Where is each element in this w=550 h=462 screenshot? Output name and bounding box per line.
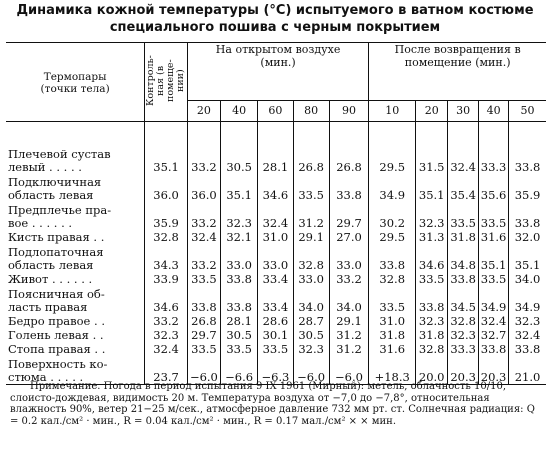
- cell-open-air: 30.5: [220, 328, 257, 342]
- temperature-table: [6, 42, 546, 385]
- table-row: [6, 202, 546, 230]
- table-body: [6, 122, 546, 385]
- cell-after-return: 32.3: [509, 314, 546, 328]
- cell-open-air: 33.5: [220, 342, 257, 356]
- table-row: [6, 230, 546, 244]
- cell-after-return: 31.8: [416, 328, 448, 342]
- cell-after-return: 34.0: [509, 272, 546, 286]
- cell-control: 34.6: [145, 286, 188, 314]
- cell-open-air: 31.2: [329, 328, 368, 342]
- cell-after-return: 32.3: [448, 328, 479, 342]
- cell-after-return: 34.9: [479, 286, 509, 314]
- cell-open-air: 27.0: [329, 230, 368, 244]
- cell-after-return: 20.0: [416, 356, 448, 385]
- cell-control: 36.0: [145, 174, 188, 202]
- cell-open-air: 36.0: [187, 174, 220, 202]
- cell-open-air: 30.1: [258, 328, 293, 342]
- minute-cell: 40: [479, 100, 509, 121]
- cell-open-air: 34.6: [258, 174, 293, 202]
- cell-open-air: 30.5: [293, 328, 329, 342]
- cell-open-air: 33.5: [187, 272, 220, 286]
- cell-open-air: 33.2: [187, 244, 220, 272]
- cell-open-air: 31.2: [293, 202, 329, 230]
- cell-open-air: 33.0: [220, 244, 257, 272]
- cell-open-air: 32.4: [187, 230, 220, 244]
- cell-after-return: 31.8: [448, 230, 479, 244]
- row-label: Бедро правое . .: [8, 314, 105, 328]
- cell-after-return: 32.3: [416, 202, 448, 230]
- cell-after-return: 30.2: [369, 202, 416, 230]
- row-label: Подключичная область левая: [8, 175, 102, 202]
- table-title: Динамика кожной температуры (°С) испытуемого в ватном костюме специального пошива с черным покрытием: [16, 3, 534, 35]
- cell-open-air: 33.8: [220, 272, 257, 286]
- cell-after-return: 35.9: [509, 174, 546, 202]
- row-label: Поясничная об- ласть правая: [8, 287, 105, 314]
- cell-open-air: 29.7: [329, 202, 368, 230]
- cell-after-return: 32.3: [416, 314, 448, 328]
- cell-after-return: 31.0: [369, 314, 416, 328]
- table-row: [6, 342, 546, 356]
- cell-after-return: 20.3: [448, 356, 479, 385]
- minute-cell: 20: [416, 100, 448, 121]
- cell-open-air: 34.0: [329, 286, 368, 314]
- cell-after-return: 20.3: [479, 356, 509, 385]
- cell-after-return: 31.8: [369, 328, 416, 342]
- cell-after-return: 32.4: [509, 328, 546, 342]
- cell-open-air: −6.6: [220, 356, 257, 385]
- cell-open-air: 33.2: [187, 202, 220, 230]
- cell-open-air: 32.3: [220, 202, 257, 230]
- cell-after-return: 32.0: [509, 230, 546, 244]
- cell-after-return: 33.8: [509, 202, 546, 230]
- table-row: [6, 272, 546, 286]
- row-label: Подлопаточная область левая: [8, 245, 104, 272]
- col-group-after-return: После возвращения в помещение (мин.): [369, 43, 546, 101]
- cell-after-return: 34.9: [509, 286, 546, 314]
- cell-open-air: 29.7: [187, 328, 220, 342]
- table-row: [6, 122, 546, 175]
- cell-after-return: 29.5: [369, 122, 416, 175]
- cell-open-air: −6.0: [187, 356, 220, 385]
- cell-after-return: 31.6: [369, 342, 416, 356]
- row-label: Живот . . . . . .: [8, 272, 93, 286]
- minute-cell: 80: [293, 100, 329, 121]
- cell-open-air: 32.3: [293, 342, 329, 356]
- minute-cell: 10: [369, 100, 416, 121]
- cell-after-return: 32.8: [448, 314, 479, 328]
- cell-open-air: 33.0: [293, 272, 329, 286]
- cell-open-air: −6.0: [329, 356, 368, 385]
- cell-open-air: 28.6: [258, 314, 293, 328]
- cell-open-air: 32.4: [258, 202, 293, 230]
- cell-after-return: 31.6: [479, 230, 509, 244]
- table-row: [6, 244, 546, 272]
- cell-control: 33.9: [145, 272, 188, 286]
- cell-open-air: 32.8: [293, 244, 329, 272]
- table-row: [6, 314, 546, 328]
- cell-open-air: 28.7: [293, 314, 329, 328]
- cell-after-return: 29.5: [369, 230, 416, 244]
- cell-open-air: −6.3: [258, 356, 293, 385]
- cell-open-air: 33.8: [187, 286, 220, 314]
- cell-control: 32.4: [145, 342, 188, 356]
- cell-control: 32.3: [145, 328, 188, 342]
- col-header-control: Контроль- ная (в помеще- нии): [145, 43, 188, 122]
- row-label: Плечевой сустав левый . . . . .: [8, 147, 111, 174]
- cell-control: 35.9: [145, 202, 188, 230]
- cell-after-return: 33.5: [479, 272, 509, 286]
- cell-after-return: 34.8: [448, 244, 479, 272]
- table-row: [6, 286, 546, 314]
- col-group-open-air: На открытом воздухе (мин.): [187, 43, 368, 101]
- minute-cell: 60: [258, 100, 293, 121]
- cell-open-air: 30.5: [220, 122, 257, 175]
- cell-after-return: +18.3: [369, 356, 416, 385]
- cell-open-air: 26.8: [187, 314, 220, 328]
- row-label: Кисть правая . .: [8, 230, 105, 244]
- cell-after-return: 33.8: [479, 342, 509, 356]
- cell-after-return: 34.6: [416, 244, 448, 272]
- cell-open-air: 31.0: [258, 230, 293, 244]
- cell-after-return: 33.8: [509, 342, 546, 356]
- cell-open-air: 29.1: [329, 314, 368, 328]
- cell-after-return: 32.7: [479, 328, 509, 342]
- cell-control: 34.3: [145, 244, 188, 272]
- cell-open-air: 33.4: [258, 286, 293, 314]
- cell-open-air: 29.1: [293, 230, 329, 244]
- cell-after-return: 35.1: [479, 244, 509, 272]
- minute-cell: 30: [448, 100, 479, 121]
- cell-after-return: 33.5: [479, 202, 509, 230]
- table-row: [6, 174, 546, 202]
- cell-open-air: 33.8: [220, 286, 257, 314]
- minute-cell: 50: [509, 100, 546, 121]
- cell-open-air: 26.8: [329, 122, 368, 175]
- cell-open-air: 33.2: [187, 122, 220, 175]
- cell-after-return: 33.8: [448, 272, 479, 286]
- cell-control: 35.1: [145, 122, 188, 175]
- cell-after-return: 32.8: [416, 342, 448, 356]
- minute-cell: 90: [329, 100, 368, 121]
- cell-control: 33.2: [145, 314, 188, 328]
- cell-open-air: −6.0: [293, 356, 329, 385]
- cell-after-return: 34.5: [448, 286, 479, 314]
- cell-after-return: 35.4: [448, 174, 479, 202]
- cell-after-return: 33.5: [448, 202, 479, 230]
- cell-after-return: 32.4: [448, 122, 479, 175]
- cell-open-air: 33.0: [329, 244, 368, 272]
- cell-after-return: 33.8: [369, 244, 416, 272]
- footnote: Примечание. Погода в период испытания 9 IX 1961 (Мирный): метель, облачность 10/10, слоисто-дождевая, видимость 20 м. Температура воздуха от −7,0 до −7,8°, относительная влажность 90%, ветер 21−25 м/сек., атмосферное давление 732 мм рт. ст. Солнечная радиация: Q = 0.2 кал./см² · мин., R = 0.04 кал./см² · мин., R = 0.17 мал./см² × × мин.: [10, 381, 535, 427]
- row-label: Голень левая . .: [8, 328, 104, 342]
- cell-open-air: 33.2: [329, 272, 368, 286]
- cell-after-return: 21.0: [509, 356, 546, 385]
- row-label: Стопа правая . .: [8, 342, 106, 356]
- cell-open-air: 33.5: [258, 342, 293, 356]
- col-header-points: Термопары (точки тела): [6, 43, 145, 122]
- cell-open-air: 33.0: [258, 244, 293, 272]
- cell-open-air: 32.1: [220, 230, 257, 244]
- minute-cell: 20: [187, 100, 220, 121]
- cell-after-return: 35.1: [416, 174, 448, 202]
- cell-after-return: 33.8: [509, 122, 546, 175]
- minute-cell: 40: [220, 100, 257, 121]
- cell-open-air: 34.0: [293, 286, 329, 314]
- cell-after-return: 33.8: [416, 286, 448, 314]
- cell-open-air: 28.1: [220, 314, 257, 328]
- cell-after-return: 31.5: [416, 122, 448, 175]
- cell-after-return: 32.4: [479, 314, 509, 328]
- cell-after-return: 32.8: [369, 272, 416, 286]
- cell-open-air: 33.8: [329, 174, 368, 202]
- cell-after-return: 35.1: [509, 244, 546, 272]
- cell-open-air: 33.5: [293, 174, 329, 202]
- cell-open-air: 33.5: [187, 342, 220, 356]
- row-label: Предплечье пра- вое . . . . . .: [8, 203, 112, 230]
- cell-control: 23.7: [145, 356, 188, 385]
- cell-open-air: 33.4: [258, 272, 293, 286]
- cell-after-return: 33.5: [369, 286, 416, 314]
- cell-open-air: 28.1: [258, 122, 293, 175]
- row-label: Поверхность ко- стюма . . . . .: [6, 356, 145, 385]
- cell-open-air: 35.1: [220, 174, 257, 202]
- cell-after-return: 31.3: [416, 230, 448, 244]
- cell-open-air: 31.2: [329, 342, 368, 356]
- cell-after-return: 33.5: [416, 272, 448, 286]
- table-row: [6, 328, 546, 342]
- cell-after-return: 35.6: [479, 174, 509, 202]
- cell-open-air: 26.8: [293, 122, 329, 175]
- cell-after-return: 33.3: [479, 122, 509, 175]
- cell-control: 32.8: [145, 230, 188, 244]
- cell-after-return: 34.9: [369, 174, 416, 202]
- cell-after-return: 33.3: [448, 342, 479, 356]
